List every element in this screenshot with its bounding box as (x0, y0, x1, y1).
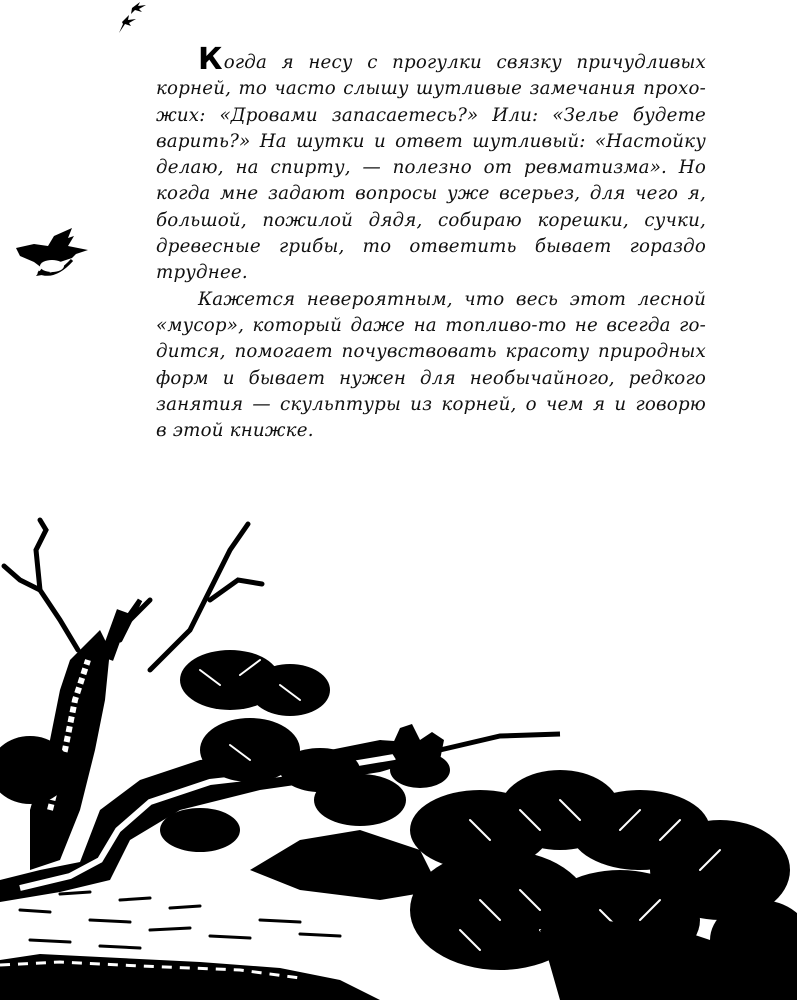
paragraph-2: Кажется невероятным, что весь этот лесной «мусор», который даже на топливо-то не всегда го- дится, помогает почувствовать красоту природных форм и бывает нужен для необычайного, редкого занятия — скульптуры из корней, о чем я и говорю в этой книжке. (156, 288, 706, 442)
paragraph-1: Когда я несу с прогулки связку причудливых корней, то часто слышу шутливые замечания прохо- жих: «Дровами запасаетесь?» Или: «Зелье будете варить?» На шутки и ответ шутливый: «Настойку делаю, на спирту, — полезно от ревматизма». Но когда мне задают вопросы уже всерьез, для чего я, большой, пожилой дядя, собираю корешки, сучки, древесные грибы, то ответить бывает гораздо труднее. (156, 42, 706, 284)
pine-tree-landscape-illustration (0, 510, 797, 1000)
body-text (156, 42, 706, 444)
bird-illustration (14, 228, 90, 284)
drop-cap: К (198, 42, 223, 77)
flying-birds-illustration (112, 0, 152, 40)
